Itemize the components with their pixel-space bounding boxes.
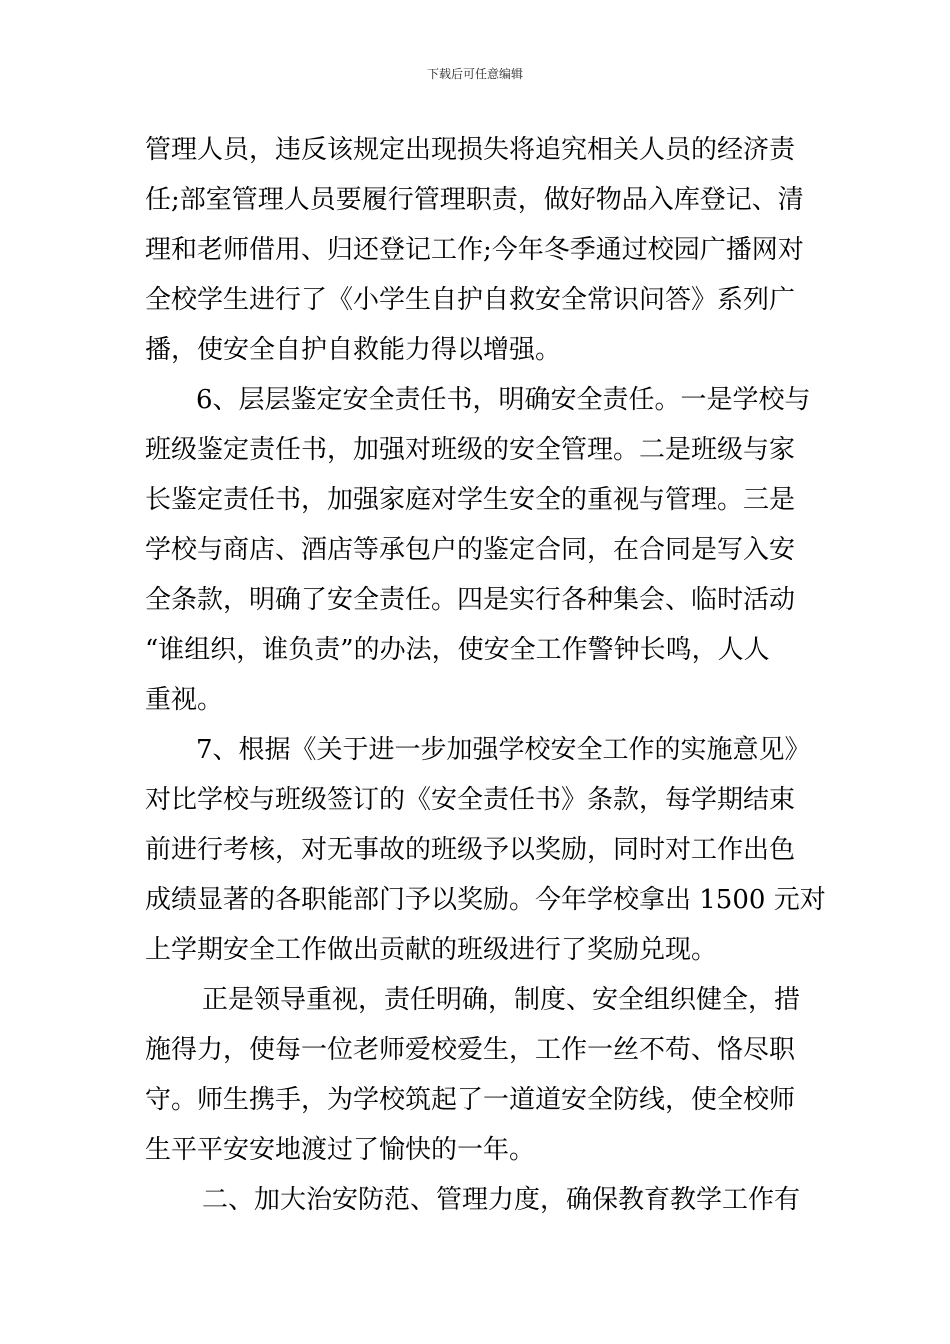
text-line: 成绩显著的各职能部门予以奖励。今年学校拿出 1500 元对 (145, 885, 826, 915)
text-line: 对比学校与班级签订的《安全责任书》条款，每学期结束 (145, 785, 796, 815)
text-line: 施得力，使每一位老师爱校爱生，工作一丝不苟、恪尽职 (145, 1035, 796, 1065)
text-line: 管理人员，违反该规定出现损失将追究相关人员的经济责 (145, 135, 796, 165)
text-line: 全校学生进行了《小学生自护自救安全常识问答》系列广 (145, 285, 796, 315)
text-line: 长鉴定责任书，加强家庭对学生安全的重视与管理。三是 (145, 485, 796, 515)
text-line: 理和老师借用、归还登记工作;今年冬季通过校园广播网对 (145, 235, 804, 265)
text-line: 全条款，明确了安全责任。四是实行各种集会、临时活动 (145, 585, 796, 615)
text-line: 班级鉴定责任书，加强对班级的安全管理。二是班级与家 (145, 435, 796, 465)
page-header: 下载后可任意编辑 (426, 67, 523, 81)
text-line: 播，使安全自护自救能力得以增强。 (145, 335, 562, 365)
text-line: 守。师生携手，为学校筑起了一道道安全防线，使全校师 (145, 1085, 796, 1115)
text-line: 重视。 (145, 685, 224, 715)
text-line: 7、根据《关于进一步加强学校安全工作的实施意见》 (196, 735, 811, 765)
text-line: 6、层层鉴定安全责任书，明确安全责任。一是学校与 (196, 385, 811, 415)
text-line: 任;部室管理人员要履行管理职责，做好物品入库登记、清 (145, 185, 804, 215)
text-line: 正是领导重视，责任明确，制度、安全组织健全，措 (202, 985, 801, 1015)
text-line: 二、加大治安防范、管理力度，确保教育教学工作有 (202, 1185, 801, 1215)
text-line: 学校与商店、酒店等承包户的鉴定合同，在合同是写入安 (145, 535, 796, 565)
text-line: 生平平安安地渡过了愉快的一年。 (145, 1135, 536, 1165)
text-line: “谁组织，谁负责”的办法，使安全工作警钟长鸣，人人 (145, 635, 770, 665)
text-line: 上学期安全工作做出贡献的班级进行了奖励兑现。 (145, 935, 718, 965)
text-line: 前进行考核，对无事故的班级予以奖励，同时对工作出色 (145, 835, 796, 865)
